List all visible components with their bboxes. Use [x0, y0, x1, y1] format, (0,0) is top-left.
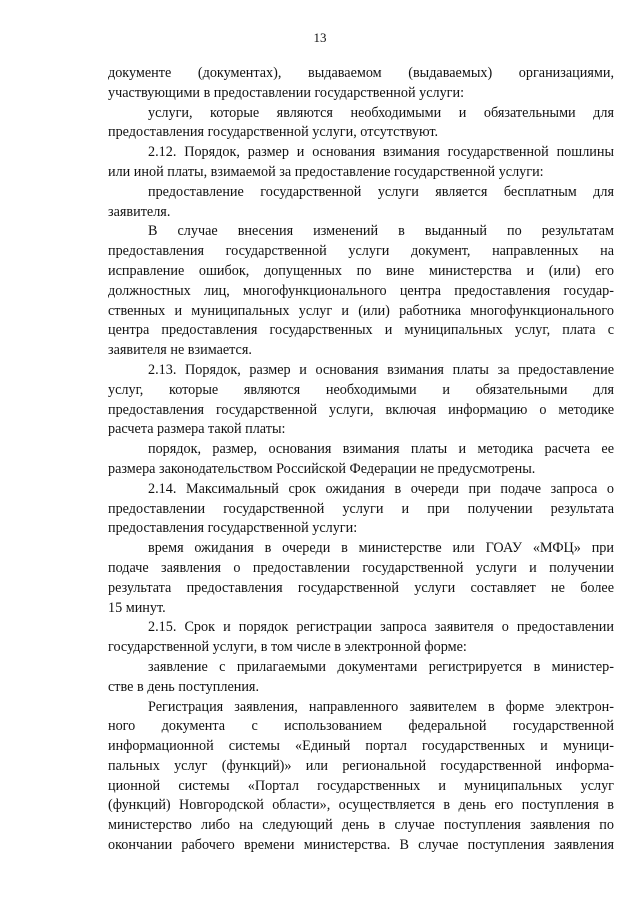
- text-line: предоставления государственной услуги:: [108, 520, 358, 537]
- text-line: или иной платы, взимаемой за предоставление государственной услуги:: [108, 163, 544, 180]
- text-line: пальных услуг (функций)» или региональной государственной информа-: [108, 757, 614, 774]
- text-line: информационной системы «Единый портал государственных и муници-: [108, 738, 614, 755]
- text-line: окончании рабочего времени министерства. В случае поступления заявления: [108, 837, 614, 854]
- text-line: участвующими в предоставлении государственной услуги:: [108, 84, 465, 101]
- text-line: услуги, которые являются необходимыми и обязательными для: [148, 104, 614, 121]
- text-line: заявителя не взимается.: [108, 342, 252, 359]
- text-line: заявителя.: [108, 203, 171, 220]
- page-number: 13: [313, 30, 327, 45]
- text-line: (функций) Новгородской области», осуществляется в день его поступления в: [108, 797, 614, 814]
- text-line: государственной услуги, в том числе в электронной форме:: [108, 639, 467, 656]
- text-line: исправление ошибок, допущенных по вине министерства и (или) его: [108, 262, 614, 279]
- text-line: 2.15. Срок и порядок регистрации запроса заявителя о предоставлении: [148, 619, 614, 636]
- text-line: результата предоставления государственной услуги составляет не более: [108, 579, 614, 596]
- text-line: подаче заявления о предоставлении государственной услуги и получении: [108, 559, 614, 576]
- document-body: [108, 64, 614, 856]
- text-line: время ожидания в очереди в министерстве или ГОАУ «МФЦ» при: [148, 540, 614, 557]
- text-line: документе (документах), выдаваемом (выдаваемых) организациями,: [108, 65, 614, 81]
- text-line: В случае внесения изменений в выданный по результатам: [148, 223, 614, 240]
- text-line: предоставления государственной услуги документ, направленных на: [108, 243, 614, 260]
- text-line: стве в день поступления.: [108, 678, 259, 695]
- text-line: 2.12. Порядок, размер и основания взимания государственной пошлины: [148, 144, 614, 161]
- text-line: предоставления государственной услуги, включая информацию о методике: [108, 401, 614, 418]
- text-line: размера законодательством Российской Федерации не предусмотрены.: [108, 460, 536, 477]
- text-line: предоставление государственной услуги является бесплатным для: [148, 183, 614, 200]
- text-line: 15 минут.: [108, 599, 166, 616]
- text-line: заявление с прилагаемыми документами регистрируется в министер-: [148, 658, 614, 675]
- text-line: ционной системы «Портал государственных и муниципальных услуг: [108, 777, 614, 794]
- text-line: 2.13. Порядок, размер и основания взимания платы за предоставление: [148, 361, 614, 378]
- text-line: ственных и муниципальных услуг и (или) работника многофункционального: [108, 302, 614, 319]
- text-line: Регистрация заявления, направленного заявителем в форме электрон-: [148, 698, 614, 715]
- text-line: 2.14. Максимальный срок ожидания в очереди при подаче запроса о: [148, 480, 614, 497]
- text-line: министерство либо на следующий день в случае поступления заявления по: [108, 817, 614, 834]
- text-line: предоставлении государственной услуги и при получении результата: [108, 500, 614, 517]
- text-line: расчета размера такой платы:: [108, 421, 286, 438]
- text-line: ного документа с использованием федеральной государственной: [108, 718, 614, 735]
- text-line: должностных лиц, многофункционального центра предоставления государ-: [108, 282, 614, 299]
- text-line: порядок, размер, основания взимания платы и методика расчета ее: [148, 441, 614, 458]
- text-line: предоставления государственной услуги, отсутствуют.: [108, 124, 439, 141]
- text-line: центра предоставления государственных и муниципальных услуг, плата с: [108, 322, 614, 339]
- text-line: услуг, которые являются необходимыми и обязательными для: [108, 381, 614, 398]
